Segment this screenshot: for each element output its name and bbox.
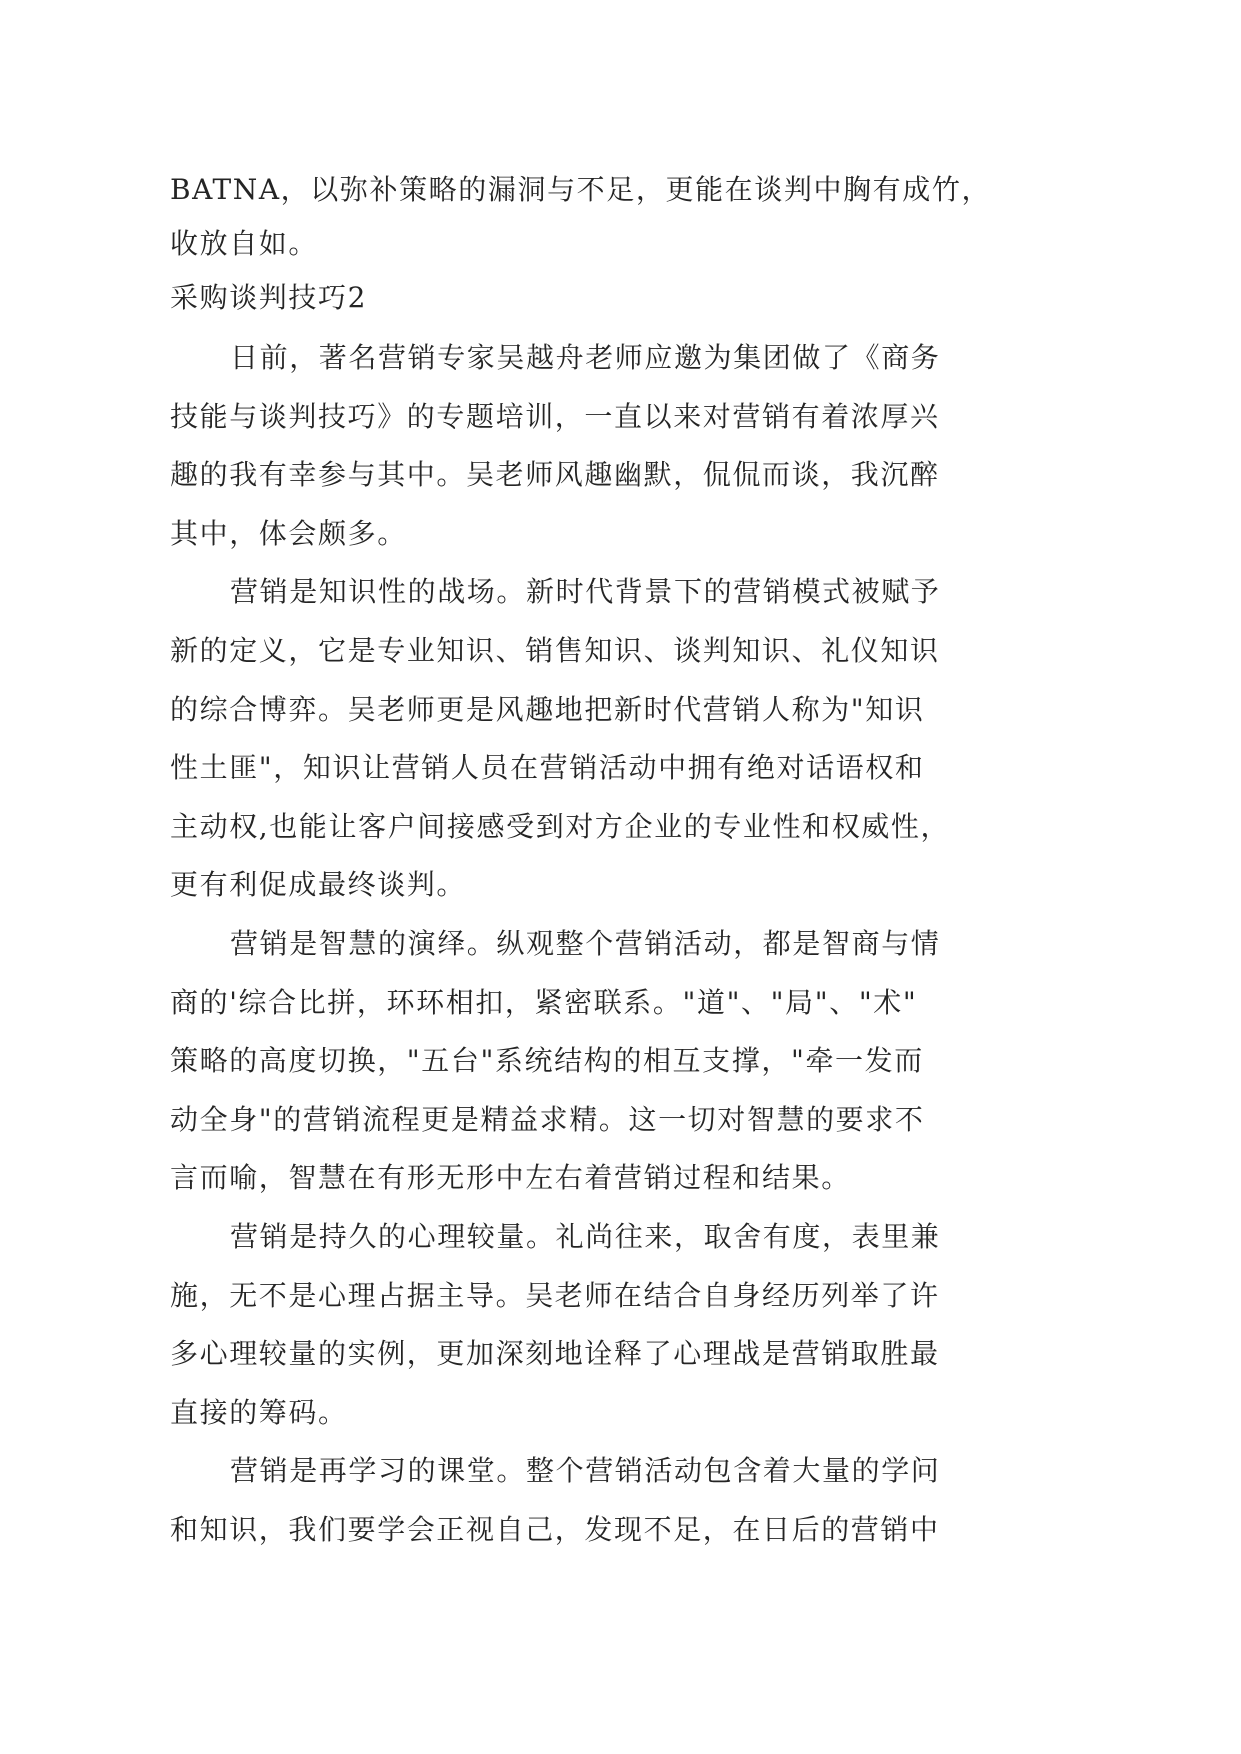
text-line: 趣的我有幸参与其中。吴老师风趣幽默，侃侃而谈，我沉醉 bbox=[170, 458, 940, 492]
text-line: 施，无不是心理占据主导。吴老师在结合自身经历列举了许 bbox=[170, 1278, 940, 1312]
document-body bbox=[170, 163, 1070, 1559]
section-title: 采购谈判技巧2 bbox=[170, 281, 368, 314]
text-line: 新的定义，它是专业知识、销售知识、谈判知识、礼仪知识 bbox=[170, 633, 940, 667]
text-line: 主动权,也能让客户间接感受到对方企业的专业性和权威性， bbox=[170, 809, 951, 843]
text-line: 直接的筹码。 bbox=[170, 1395, 348, 1429]
paragraph bbox=[170, 329, 1070, 563]
text-line: 其中，体会颇多。 bbox=[170, 516, 407, 550]
text-line: 日前，著名营销专家吴越舟老师应邀为集团做了《商务 bbox=[230, 341, 941, 374]
text-line: 多心理较量的实例，更加深刻地诠释了心理战是营销取胜最 bbox=[170, 1337, 940, 1371]
text-line: 技能与谈判技巧》的专题培训，一直以来对营销有着浓厚兴 bbox=[170, 399, 940, 433]
text-line: 的综合博弈。吴老师更是风趣地把新时代营销人称为"知识 bbox=[170, 692, 925, 726]
paragraph bbox=[170, 563, 1070, 915]
text-line: 策略的高度切换，"五台"系统结构的相互支撑，"牵一发而 bbox=[170, 1044, 924, 1078]
text-line: 动全身"的营销流程更是精益求精。这一切对智慧的要求不 bbox=[170, 1102, 925, 1136]
paragraph bbox=[170, 1208, 1070, 1442]
text-line: 性土匪"，知识让营销人员在营销活动中拥有绝对话语权和 bbox=[170, 751, 925, 785]
text-line: 和知识，我们要学会正视自己，发现不足，在日后的营销中 bbox=[170, 1512, 940, 1546]
text-line: 更有利促成最终谈判。 bbox=[170, 868, 467, 902]
text-line: 收放自如。 bbox=[170, 227, 319, 260]
text-line: BATNA，以弥补策略的漏洞与不足，更能在谈判中胸有成竹， bbox=[170, 173, 992, 206]
text-line: 营销是智慧的演绎。纵观整个营销活动，都是智商与情 bbox=[230, 926, 941, 960]
paragraph bbox=[170, 1442, 1070, 1559]
paragraph bbox=[170, 915, 1070, 1208]
text-line: 营销是再学习的课堂。整个营销活动包含着大量的学问 bbox=[230, 1454, 941, 1488]
text-line: 营销是知识性的战场。新时代背景下的营销模式被赋予 bbox=[230, 575, 941, 609]
text-line: 营销是持久的心理较量。礼尚往来，取舍有度，表里兼 bbox=[230, 1219, 941, 1253]
text-line: 言而喻，智慧在有形无形中左右着营销过程和结果。 bbox=[170, 1161, 851, 1195]
text-line: 商的'综合比拼，环环相扣，紧密联系。"道"、"局"、"术" bbox=[170, 985, 918, 1019]
paragraph-list bbox=[170, 329, 1070, 1559]
